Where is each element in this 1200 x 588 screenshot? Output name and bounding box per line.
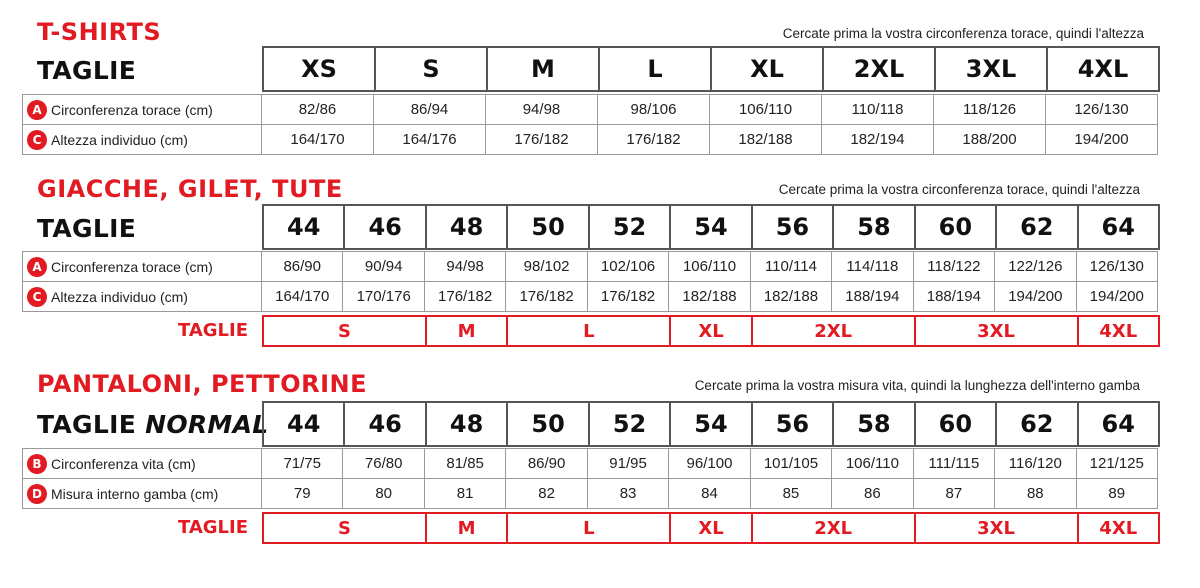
tshirts-size-m: M (486, 46, 600, 92)
giacche-map-l: L (506, 315, 671, 347)
giacche-note: Cercate prima la vostra circonferenza torace, quindi l'altezza (778, 182, 1140, 197)
tshirts-cell: 86/94 (373, 94, 486, 125)
giacche-cell: 102/106 (587, 251, 669, 282)
tshirts-title: T-SHIRTS (37, 18, 162, 46)
measure-c-icon: C (27, 130, 47, 150)
measure-d-icon: D (27, 484, 47, 504)
pantaloni-taglie-word: TAGLIE (37, 410, 137, 439)
giacche-size-46: 46 (343, 204, 426, 250)
pantaloni-cell: 84 (668, 478, 750, 509)
tshirts-cell: 182/188 (709, 124, 822, 155)
giacche-cell: 188/194 (831, 281, 913, 312)
pantaloni-note: Cercate prima la vostra misura vita, quindi la lunghezza dell'interno gamba (694, 378, 1140, 393)
giacche-map-xl: XL (669, 315, 752, 347)
giacche-map-s: S (262, 315, 427, 347)
tshirts-size-4xl: 4XL (1046, 46, 1160, 92)
tshirts-cell: 182/194 (821, 124, 934, 155)
pantaloni-row-label-text: Circonferenza vita (cm) (51, 455, 196, 472)
giacche-cell: 194/200 (1076, 281, 1158, 312)
giacche-cell: 110/114 (750, 251, 832, 282)
tshirts-cell: 176/182 (597, 124, 710, 155)
giacche-cell: 176/182 (587, 281, 669, 312)
tshirts-cell: 118/126 (933, 94, 1046, 125)
giacche-taglie-label: TAGLIE (37, 214, 137, 243)
pantaloni-cell: 116/120 (994, 448, 1076, 479)
pantaloni-map-l: L (506, 512, 671, 544)
pantaloni-cell: 71/75 (261, 448, 343, 479)
tshirts-cell: 126/130 (1045, 94, 1158, 125)
tshirts-cell: 98/106 (597, 94, 710, 125)
giacche-cell: 164/170 (261, 281, 343, 312)
pantaloni-size-map (262, 512, 1160, 544)
giacche-cell: 176/182 (424, 281, 506, 312)
measure-a-icon: A (27, 100, 47, 120)
giacche-size-58: 58 (832, 204, 915, 250)
pantaloni-size-64: 64 (1077, 401, 1160, 447)
tshirts-cell: 176/182 (485, 124, 598, 155)
tshirts-cell: 110/118 (821, 94, 934, 125)
giacche-cell: 106/110 (668, 251, 750, 282)
measure-a-icon: A (27, 257, 47, 277)
giacche-map-4xl: 4XL (1077, 315, 1160, 347)
tshirts-taglie-label: TAGLIE (37, 56, 137, 85)
pantaloni-size-56: 56 (751, 401, 834, 447)
pantaloni-size-header (262, 401, 1160, 447)
pantaloni-size-48: 48 (425, 401, 508, 447)
pantaloni-size-50: 50 (506, 401, 589, 447)
giacche-map-label: TAGLIE (177, 320, 248, 341)
tshirts-size-3xl: 3XL (934, 46, 1048, 92)
giacche-cell: 94/98 (424, 251, 506, 282)
pantaloni-size-52: 52 (588, 401, 671, 447)
pantaloni-cell: 96/100 (668, 448, 750, 479)
pantaloni-cell: 80 (342, 478, 424, 509)
giacche-row-label-text: Altezza individuo (cm) (51, 288, 188, 305)
giacche-cell: 118/122 (913, 251, 995, 282)
giacche-size-60: 60 (914, 204, 997, 250)
giacche-cell: 170/176 (342, 281, 424, 312)
giacche-row-label-text: Circonferenza torace (cm) (51, 258, 213, 275)
pantaloni-cell: 106/110 (831, 448, 913, 479)
pantaloni-cell: 121/125 (1076, 448, 1158, 479)
giacche-map-2xl: 2XL (751, 315, 916, 347)
pantaloni-size-54: 54 (669, 401, 752, 447)
tshirts-note: Cercate prima la vostra circonferenza torace, quindi l'altezza (782, 26, 1144, 41)
pantaloni-size-62: 62 (995, 401, 1078, 447)
pantaloni-map-2xl: 2XL (751, 512, 916, 544)
pantaloni-map-s: S (262, 512, 427, 544)
pantaloni-map-label: TAGLIE (177, 517, 248, 538)
tshirts-size-xs: XS (262, 46, 376, 92)
pantaloni-row-label (22, 448, 262, 479)
pantaloni-normal-word: NORMAL (145, 410, 269, 439)
pantaloni-map-xl: XL (669, 512, 752, 544)
tshirts-size-2xl: 2XL (822, 46, 936, 92)
pantaloni-map-4xl: 4XL (1077, 512, 1160, 544)
pantaloni-size-58: 58 (832, 401, 915, 447)
pantaloni-taglie-label (37, 410, 269, 439)
tshirts-size-xl: XL (710, 46, 824, 92)
giacche-map-m: M (425, 315, 508, 347)
tshirts-cell: 164/176 (373, 124, 486, 155)
pantaloni-cell: 111/115 (913, 448, 995, 479)
tshirts-size-l: L (598, 46, 712, 92)
tshirts-row-label-text: Altezza individuo (cm) (51, 131, 188, 148)
giacche-size-54: 54 (669, 204, 752, 250)
pantaloni-title: PANTALONI, PETTORINE (37, 370, 368, 398)
giacche-cell: 126/130 (1076, 251, 1158, 282)
pantaloni-cell: 83 (587, 478, 669, 509)
pantaloni-row-inseam (22, 478, 1158, 509)
giacche-cell: 98/102 (505, 251, 587, 282)
giacche-size-50: 50 (506, 204, 589, 250)
pantaloni-cell: 86/90 (505, 448, 587, 479)
giacche-size-44: 44 (262, 204, 345, 250)
measure-b-icon: B (27, 454, 47, 474)
pantaloni-cell: 81/85 (424, 448, 506, 479)
giacche-title: GIACCHE, GILET, TUTE (37, 175, 343, 203)
pantaloni-map-m: M (425, 512, 508, 544)
pantaloni-cell: 82 (505, 478, 587, 509)
pantaloni-cell: 87 (913, 478, 995, 509)
tshirts-cell: 164/170 (261, 124, 374, 155)
tshirts-cell: 188/200 (933, 124, 1046, 155)
giacche-size-48: 48 (425, 204, 508, 250)
giacche-size-64: 64 (1077, 204, 1160, 250)
pantaloni-size-60: 60 (914, 401, 997, 447)
pantaloni-cell: 81 (424, 478, 506, 509)
giacche-size-62: 62 (995, 204, 1078, 250)
pantaloni-row-label (22, 478, 262, 509)
giacche-cell: 182/188 (668, 281, 750, 312)
measure-c-icon: C (27, 287, 47, 307)
pantaloni-map-3xl: 3XL (914, 512, 1079, 544)
giacche-map-3xl: 3XL (914, 315, 1079, 347)
pantaloni-cell: 91/95 (587, 448, 669, 479)
tshirts-cell: 106/110 (709, 94, 822, 125)
pantaloni-cell: 101/105 (750, 448, 832, 479)
giacche-cell: 182/188 (750, 281, 832, 312)
giacche-cell: 122/126 (994, 251, 1076, 282)
giacche-size-56: 56 (751, 204, 834, 250)
pantaloni-cell: 86 (831, 478, 913, 509)
pantaloni-row-waist (22, 448, 1158, 479)
pantaloni-cell: 79 (261, 478, 343, 509)
giacche-cell: 114/118 (831, 251, 913, 282)
pantaloni-size-44: 44 (262, 401, 345, 447)
pantaloni-size-46: 46 (343, 401, 426, 447)
giacche-cell: 90/94 (342, 251, 424, 282)
pantaloni-cell: 89 (1076, 478, 1158, 509)
tshirts-size-s: S (374, 46, 488, 92)
giacche-size-52: 52 (588, 204, 671, 250)
pantaloni-cell: 85 (750, 478, 832, 509)
tshirts-cell: 94/98 (485, 94, 598, 125)
pantaloni-row-label-text: Misura interno gamba (cm) (51, 485, 219, 502)
pantaloni-cell: 88 (994, 478, 1076, 509)
giacche-cell: 86/90 (261, 251, 343, 282)
tshirts-row-label-text: Circonferenza torace (cm) (51, 101, 213, 118)
tshirts-cell: 194/200 (1045, 124, 1158, 155)
giacche-cell: 194/200 (994, 281, 1076, 312)
tshirts-cell: 82/86 (261, 94, 374, 125)
giacche-cell: 188/194 (913, 281, 995, 312)
pantaloni-cell: 76/80 (342, 448, 424, 479)
giacche-cell: 176/182 (505, 281, 587, 312)
